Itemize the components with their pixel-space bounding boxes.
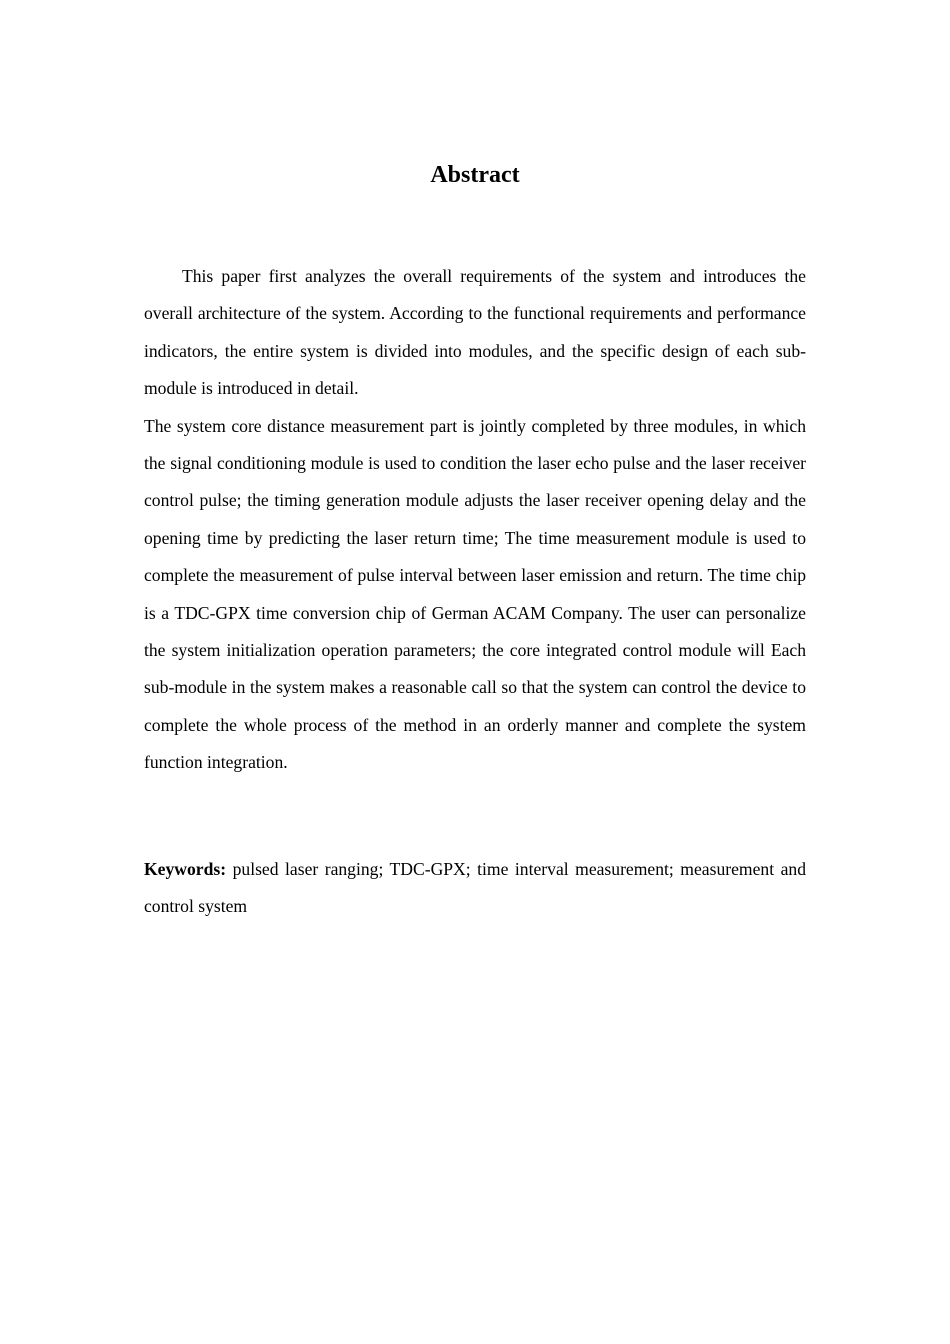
abstract-body: [144, 258, 806, 782]
keywords-label: Keywords:: [144, 859, 227, 879]
abstract-paragraph-1: This paper first analyzes the overall requirements of the system and introduces the overall architecture of the system. According to the functional requirements and performance indicators, the entire system is divided into modules, and the specific design of each sub-module is introduced in detail.: [144, 266, 806, 399]
abstract-paragraph-2: The system core distance measurement part is jointly completed by three modules, in which the signal conditioning module is used to condition the laser echo pulse and the laser receiver control pulse; the timing generation module adjusts the laser receiver opening delay and the opening time by predicting the laser return time; The time measurement module is used to complete the measurement of pulse interval between laser emission and return. The time chip is a TDC-GPX time conversion chip of German ACAM Company. The user can personalize the system initialization operation parameters; the core integrated control module will Each sub-module in the system makes a reasonable call so that the system can control the device to complete the whole process of the method in an orderly manner and complete the system function integration.: [144, 415, 806, 773]
keywords-text: pulsed laser ranging; TDC-GPX; time interval measurement; measurement and control system: [144, 859, 806, 917]
keywords-line: [144, 851, 806, 926]
page-title: Abstract: [430, 162, 520, 188]
